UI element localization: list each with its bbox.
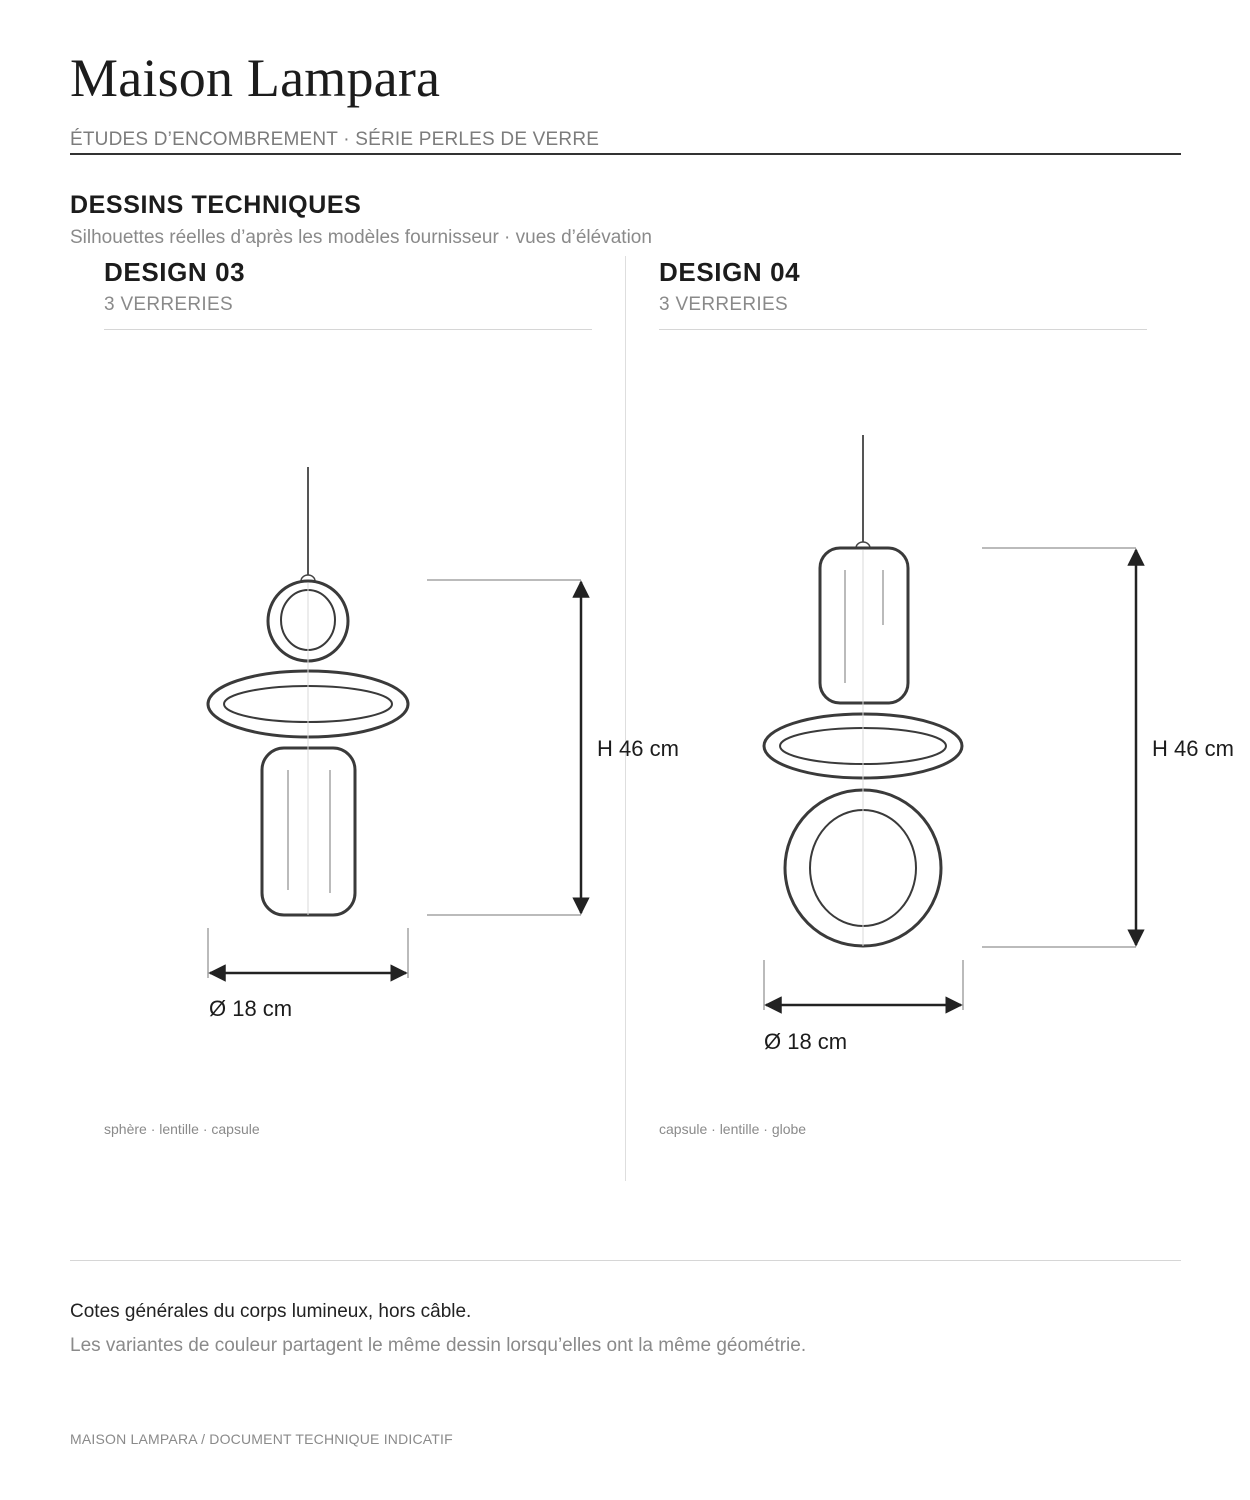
design-03-cap	[301, 575, 315, 581]
general-dimensions-note: Cotes générales du corps lumineux, hors câble.	[70, 1301, 472, 1322]
design-03-sphere	[268, 581, 348, 661]
design-04-height-label: H 46 cm	[1152, 736, 1234, 761]
section-subtitle: Silhouettes réelles d’après les modèles fournisseur · vues d’élévation	[70, 227, 652, 248]
header-divider	[70, 153, 1181, 155]
design-04-glass-count: 3 VERRERIES	[659, 294, 788, 315]
design-04-lens	[764, 714, 962, 778]
section-title: DESSINS TECHNIQUES	[70, 191, 362, 219]
design-03-lens	[208, 671, 408, 737]
design-03-diameter-label: Ø 18 cm	[209, 996, 293, 1021]
design-03-caption: sphère · lentille · capsule	[104, 1121, 260, 1137]
design-04-capsule	[820, 548, 908, 703]
design-04-diameter-label: Ø 18 cm	[764, 1029, 848, 1054]
design-04-cap	[856, 542, 870, 548]
document-subtitle: ÉTUDES D’ENCOMBREMENT · SÉRIE PERLES DE VERRE	[70, 129, 600, 150]
design-03-capsule	[262, 748, 355, 915]
design-03-height-label: H 46 cm	[597, 736, 679, 761]
design-04-drawing	[764, 435, 1136, 1010]
notes-divider	[70, 1260, 1181, 1261]
design-03-glass-count: 3 VERRERIES	[104, 294, 233, 315]
design-03-drawing	[208, 467, 581, 978]
design-04-caption: capsule · lentille · globe	[659, 1121, 807, 1137]
column-divider	[625, 256, 626, 1181]
design-04-rule	[659, 329, 1147, 330]
color-variants-note: Les variantes de couleur partagent le même dessin lorsqu’elles ont la même géométrie.	[70, 1335, 807, 1356]
design-03-title: DESIGN 03	[104, 257, 246, 287]
footer-text: MAISON LAMPARA / DOCUMENT TECHNIQUE INDICATIF	[70, 1431, 453, 1447]
design-03-rule	[104, 329, 592, 330]
design-04-title: DESIGN 04	[659, 257, 801, 287]
brand-title: Maison Lampara	[70, 48, 441, 108]
design-04-globe	[785, 790, 941, 946]
